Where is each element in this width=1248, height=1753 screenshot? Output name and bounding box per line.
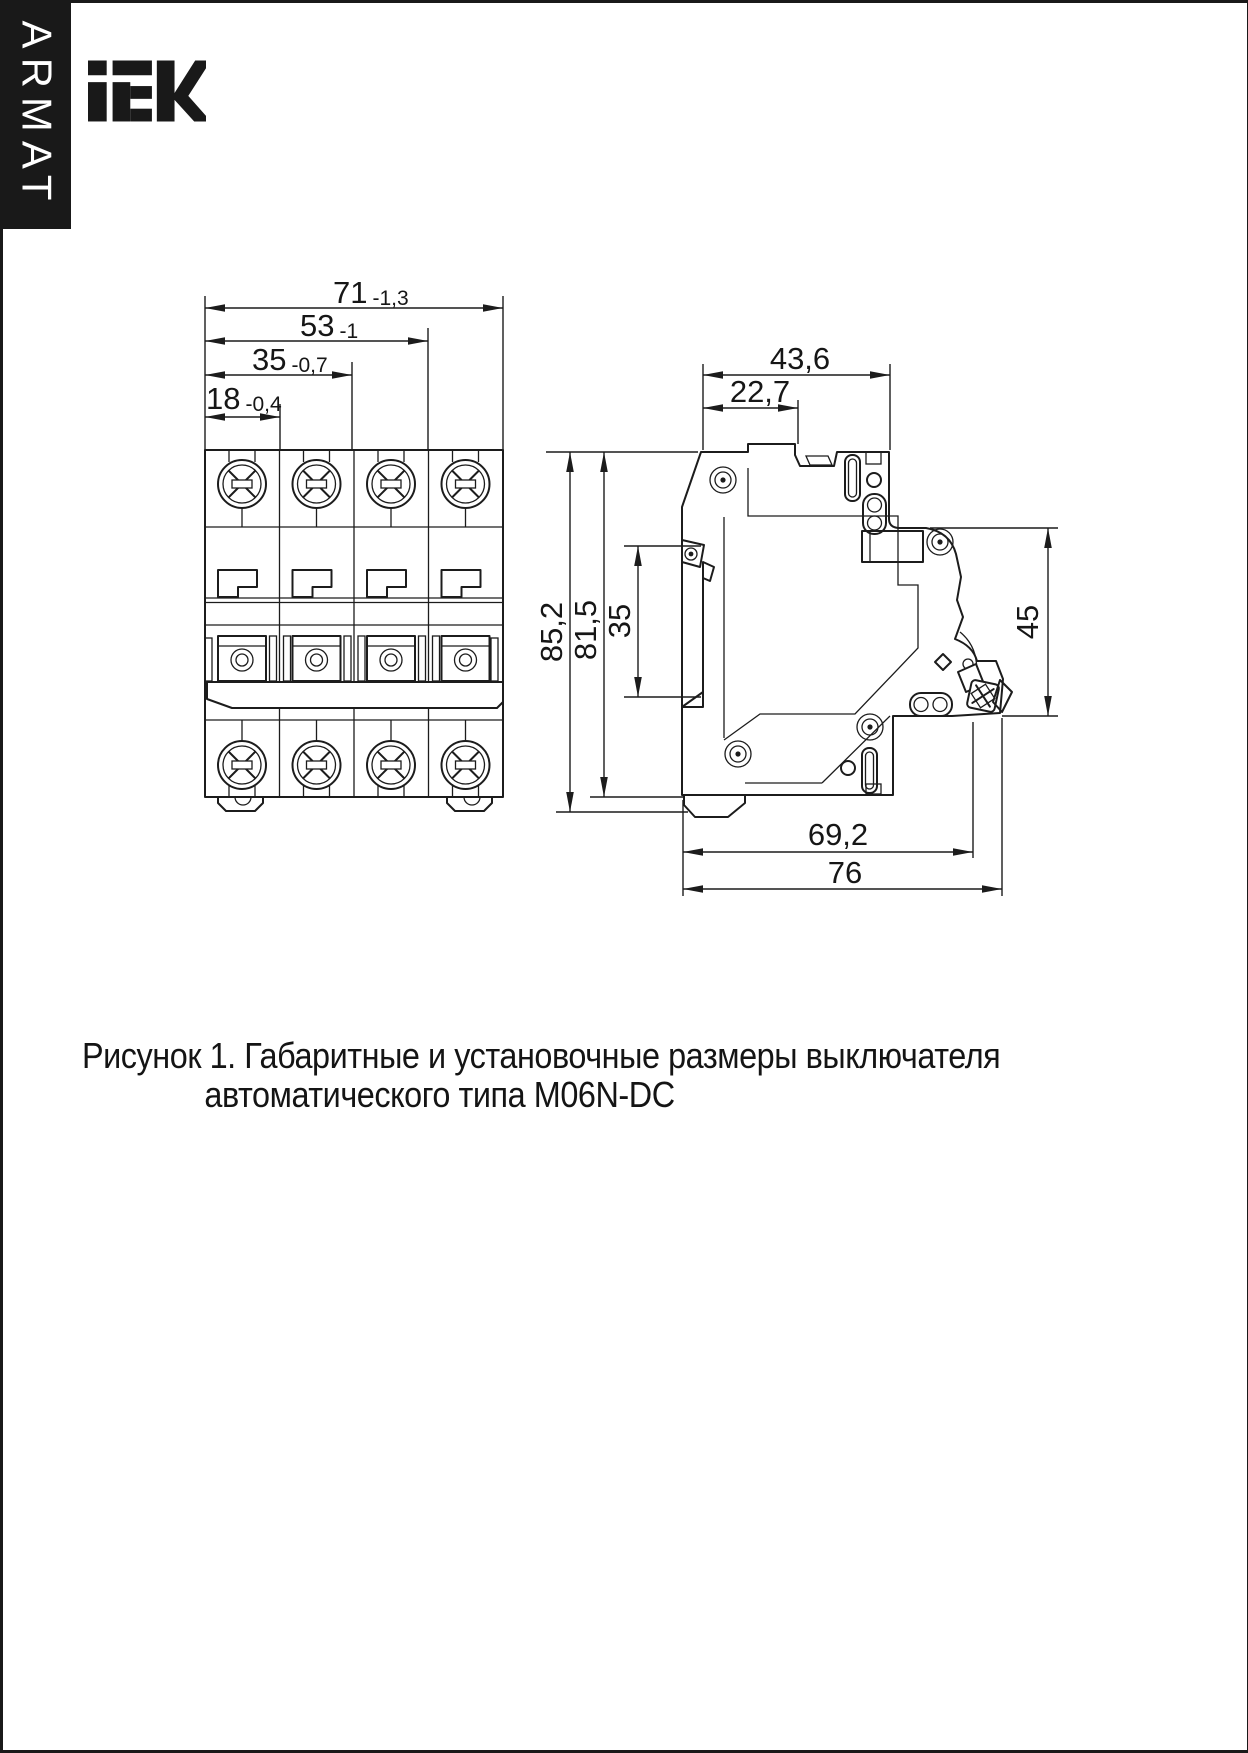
- square-hole: [935, 654, 951, 670]
- front-view-dimensions: [205, 275, 503, 450]
- side-view-dimensions: [534, 341, 1058, 896]
- din-band: [207, 682, 503, 708]
- dim-label-35: 35 -0,7: [252, 342, 328, 377]
- dim-label-45: 45: [1010, 604, 1045, 640]
- dim-label-71: 71 -1,3: [333, 275, 409, 310]
- side-view: [682, 444, 1012, 817]
- terminal-slots-top: [845, 452, 886, 534]
- lever-detail: [806, 456, 832, 465]
- din-rail-clip: [682, 517, 745, 817]
- clip-slider: [862, 531, 923, 562]
- caption-line1: Рисунок 1. Габаритные и установочные размеры выключателя: [82, 1035, 1001, 1076]
- dim-label-53: 53 -1: [300, 308, 359, 343]
- dim-label-76: 76: [827, 855, 863, 890]
- caption-line2: автоматического типа M06N-DC: [204, 1074, 675, 1115]
- terminal-slots-bottom: [841, 693, 952, 794]
- dim-label-43-6: 43,6: [769, 341, 831, 376]
- dim-label-69-2: 69,2: [807, 817, 869, 852]
- dim-label-85-2: 85,2: [534, 601, 569, 663]
- dim-label-18: 18 -0,4: [206, 381, 282, 416]
- side-view-outline: [682, 444, 1003, 795]
- dim-label-81-5: 81,5: [568, 599, 603, 661]
- mounting-feet: [218, 797, 492, 811]
- armat-logo-text: ARMAT: [13, 20, 61, 209]
- figure-caption: [82, 1036, 1000, 1114]
- front-view: [205, 450, 503, 811]
- terminal-screw: [958, 664, 1012, 713]
- dim-label-rail-35: 35: [602, 603, 637, 639]
- dim-label-22-7: 22,7: [729, 374, 791, 409]
